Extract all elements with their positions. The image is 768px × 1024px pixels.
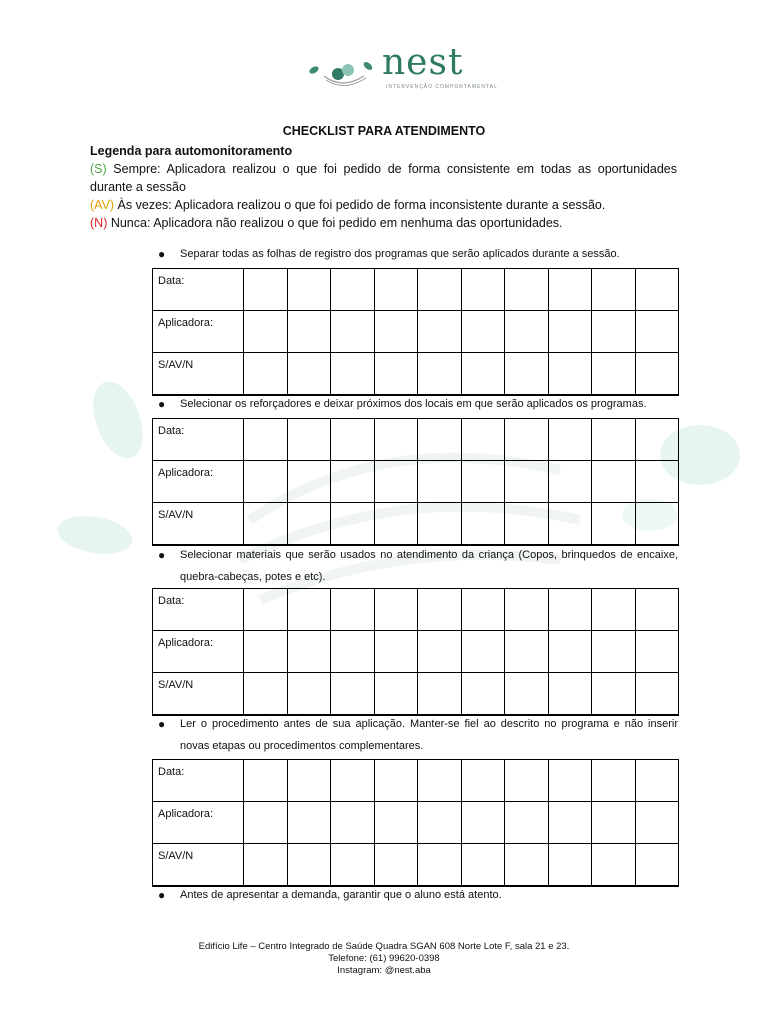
grid-cell[interactable] [374, 589, 418, 631]
grid-cell[interactable] [374, 419, 418, 461]
grid-cell[interactable] [548, 461, 592, 503]
grid-cell[interactable] [244, 673, 288, 716]
legend-heading: Legenda para automonitoramento [90, 144, 293, 158]
grid-cell[interactable] [244, 589, 288, 631]
grid-row-aplicadora [153, 802, 679, 844]
grid-cell[interactable] [287, 844, 331, 887]
grid-cell[interactable] [548, 760, 592, 802]
checklist-item-text: Selecionar materiais que serão usados no atendimento da criança (Copos, brinquedos de encaixe, quebra-cabeças, potes e etc). [180, 549, 678, 583]
grid-label: S/AV/N [153, 673, 244, 716]
grid-cell[interactable] [287, 269, 331, 311]
grid-cell[interactable] [418, 353, 462, 396]
grid-cell[interactable] [592, 419, 636, 461]
footer [0, 941, 768, 977]
grid-cell[interactable] [505, 589, 549, 631]
grid-cell[interactable] [461, 589, 505, 631]
grid-cell[interactable] [548, 631, 592, 673]
checklist-item [158, 544, 678, 588]
checklist-grid [152, 418, 679, 546]
grid-cell[interactable] [287, 503, 331, 546]
grid-cell[interactable] [505, 461, 549, 503]
grid-cell[interactable] [461, 631, 505, 673]
grid-cell[interactable] [244, 461, 288, 503]
grid-cell[interactable] [244, 631, 288, 673]
grid-cell[interactable] [505, 760, 549, 802]
bullet-icon: ● [158, 247, 166, 261]
grid-cell[interactable] [592, 844, 636, 887]
legend-text-av: Às vezes: Aplicadora realizou o que foi pedido de forma inconsistente durante a sessão. [114, 198, 606, 212]
grid-cell[interactable] [244, 760, 288, 802]
grid-cell[interactable] [418, 589, 462, 631]
grid-cell[interactable] [635, 589, 679, 631]
grid-cell[interactable] [331, 589, 375, 631]
checklist-item-text: Antes de apresentar a demanda, garantir que o aluno está atento. [180, 889, 502, 901]
grid-cell[interactable] [287, 802, 331, 844]
grid-cell[interactable] [331, 311, 375, 353]
grid-cell[interactable] [418, 311, 462, 353]
grid-label: Data: [153, 269, 244, 311]
grid-label: Aplicadora: [153, 802, 244, 844]
grid-cell[interactable] [635, 760, 679, 802]
grid-row-aplicadora [153, 461, 679, 503]
grid-cell[interactable] [635, 461, 679, 503]
grid-label: Aplicadora: [153, 311, 244, 353]
grid-row-savn [153, 844, 679, 887]
grid-cell[interactable] [548, 673, 592, 716]
grid-row-data [153, 760, 679, 802]
grid-cell[interactable] [244, 503, 288, 546]
grid-cell[interactable] [374, 461, 418, 503]
grid-cell[interactable] [635, 269, 679, 311]
logo-subtitle: INTERVENÇÃO COMPORTAMENTAL [386, 84, 498, 90]
grid-cell[interactable] [244, 419, 288, 461]
grid-cell[interactable] [331, 269, 375, 311]
grid-cell[interactable] [418, 760, 462, 802]
grid-cell[interactable] [548, 353, 592, 396]
grid-label: Aplicadora: [153, 631, 244, 673]
grid-row-data [153, 419, 679, 461]
logo-wordmark: nest [382, 42, 464, 83]
grid-cell[interactable] [418, 419, 462, 461]
grid-cell[interactable] [461, 419, 505, 461]
grid-cell[interactable] [592, 631, 636, 673]
checklist-item [158, 713, 678, 757]
grid-cell[interactable] [505, 631, 549, 673]
grid-cell[interactable] [635, 353, 679, 396]
grid-cell[interactable] [461, 760, 505, 802]
grid-cell[interactable] [548, 419, 592, 461]
grid-cell[interactable] [592, 461, 636, 503]
grid-cell[interactable] [287, 353, 331, 396]
grid-cell[interactable] [548, 311, 592, 353]
grid-cell[interactable] [331, 844, 375, 887]
grid-cell[interactable] [244, 802, 288, 844]
grid-cell[interactable] [635, 503, 679, 546]
checklist-item-text: Ler o procedimento antes de sua aplicação. Manter-se fiel ao descrito no programa e não inserir novas etapas ou procedimentos complementares. [180, 718, 678, 752]
grid-cell[interactable] [461, 269, 505, 311]
grid-cell[interactable] [374, 269, 418, 311]
footer-phone: Telefone: (61) 99620-0398 [328, 953, 440, 964]
grid-cell[interactable] [592, 802, 636, 844]
grid-label: Data: [153, 760, 244, 802]
nest-logo-icon [302, 48, 382, 98]
checklist-item [158, 393, 678, 415]
legend-text-s: Sempre: Aplicadora realizou o que foi pedido de forma consistente em todas as oportunidades durante a sessão [90, 162, 677, 194]
grid-cell[interactable] [418, 461, 462, 503]
grid-label: Aplicadora: [153, 461, 244, 503]
grid-cell[interactable] [374, 311, 418, 353]
bullet-icon: ● [158, 888, 166, 902]
grid-label: S/AV/N [153, 353, 244, 396]
checklist-grid [152, 588, 679, 716]
grid-cell[interactable] [461, 844, 505, 887]
grid-row-data [153, 269, 679, 311]
grid-cell[interactable] [548, 503, 592, 546]
grid-row-data [153, 589, 679, 631]
grid-cell[interactable] [461, 311, 505, 353]
grid-cell[interactable] [418, 503, 462, 546]
grid-cell[interactable] [461, 353, 505, 396]
legend-text-n: Nunca: Aplicadora não realizou o que foi pedido em nenhuma das oportunidades. [107, 216, 563, 230]
bullet-icon: ● [158, 548, 166, 562]
bullet-icon: ● [158, 717, 166, 731]
grid-cell[interactable] [331, 802, 375, 844]
bullet-icon: ● [158, 397, 166, 411]
footer-instagram: Instagram: @nest.aba [337, 965, 431, 976]
grid-cell[interactable] [418, 631, 462, 673]
grid-cell[interactable] [548, 589, 592, 631]
grid-cell[interactable] [505, 844, 549, 887]
grid-label: Data: [153, 419, 244, 461]
grid-cell[interactable] [635, 311, 679, 353]
grid-cell[interactable] [548, 802, 592, 844]
checklist-grid [152, 268, 679, 396]
grid-cell[interactable] [635, 673, 679, 716]
grid-cell[interactable] [505, 311, 549, 353]
grid-label: Data: [153, 589, 244, 631]
grid-cell[interactable] [374, 802, 418, 844]
page-title: CHECKLIST PARA ATENDIMENTO [282, 124, 486, 138]
grid-cell[interactable] [635, 802, 679, 844]
legend-code-n: (N) [90, 216, 108, 230]
grid-cell[interactable] [287, 419, 331, 461]
grid-cell[interactable] [287, 461, 331, 503]
grid-label: S/AV/N [153, 844, 244, 887]
grid-cell[interactable] [287, 311, 331, 353]
legend-code-s: (S) [90, 162, 107, 176]
legend-nunca [90, 214, 677, 232]
checklist-item [158, 243, 678, 265]
grid-cell[interactable] [287, 673, 331, 716]
grid-cell[interactable] [592, 311, 636, 353]
grid-cell[interactable] [331, 461, 375, 503]
grid-cell[interactable] [592, 589, 636, 631]
grid-cell[interactable] [374, 673, 418, 716]
nest-logo [302, 42, 498, 98]
grid-cell[interactable] [418, 673, 462, 716]
grid-cell[interactable] [374, 760, 418, 802]
grid-cell[interactable] [244, 311, 288, 353]
grid-cell[interactable] [418, 269, 462, 311]
checklist-item-text: Separar todas as folhas de registro dos programas que serão aplicados durante a sessão. [180, 248, 620, 260]
legend-as-vezes [90, 196, 677, 214]
grid-cell[interactable] [635, 419, 679, 461]
checklist-item [158, 884, 678, 906]
grid-cell[interactable] [331, 419, 375, 461]
grid-cell[interactable] [287, 589, 331, 631]
checklist-item-text: Selecionar os reforçadores e deixar próximos dos locais em que serão aplicados os programas. [180, 398, 647, 410]
grid-cell[interactable] [461, 461, 505, 503]
grid-row-savn [153, 353, 679, 396]
legend-code-av: (AV) [90, 198, 115, 212]
grid-cell[interactable] [461, 673, 505, 716]
grid-cell[interactable] [244, 353, 288, 396]
legend [90, 142, 677, 232]
grid-cell[interactable] [374, 353, 418, 396]
grid-cell[interactable] [374, 631, 418, 673]
grid-cell[interactable] [331, 503, 375, 546]
grid-cell[interactable] [505, 419, 549, 461]
grid-cell[interactable] [244, 844, 288, 887]
grid-row-savn [153, 503, 679, 546]
grid-cell[interactable] [287, 760, 331, 802]
grid-cell[interactable] [548, 844, 592, 887]
grid-cell[interactable] [592, 760, 636, 802]
grid-cell[interactable] [461, 503, 505, 546]
grid-cell[interactable] [331, 353, 375, 396]
grid-cell[interactable] [505, 802, 549, 844]
grid-cell[interactable] [635, 844, 679, 887]
legend-sempre [90, 160, 677, 196]
grid-cell[interactable] [287, 631, 331, 673]
grid-row-savn [153, 673, 679, 716]
grid-cell[interactable] [635, 631, 679, 673]
grid-cell[interactable] [505, 673, 549, 716]
grid-label: S/AV/N [153, 503, 244, 546]
grid-row-aplicadora [153, 311, 679, 353]
grid-cell[interactable] [418, 844, 462, 887]
grid-cell[interactable] [331, 760, 375, 802]
grid-cell[interactable] [548, 269, 592, 311]
grid-cell[interactable] [244, 269, 288, 311]
grid-cell[interactable] [505, 503, 549, 546]
grid-cell[interactable] [374, 503, 418, 546]
grid-cell[interactable] [418, 802, 462, 844]
checklist-grid [152, 759, 679, 887]
grid-cell[interactable] [592, 673, 636, 716]
grid-cell[interactable] [505, 353, 549, 396]
grid-cell[interactable] [505, 269, 549, 311]
grid-row-aplicadora [153, 631, 679, 673]
grid-cell[interactable] [331, 673, 375, 716]
footer-address: Edifício Life – Centro Integrado de Saúde Quadra SGAN 608 Norte Lote F, sala 21 e 23. [198, 941, 570, 952]
grid-cell[interactable] [592, 353, 636, 396]
grid-cell[interactable] [331, 631, 375, 673]
grid-cell[interactable] [592, 269, 636, 311]
grid-cell[interactable] [592, 503, 636, 546]
grid-cell[interactable] [461, 802, 505, 844]
grid-cell[interactable] [374, 844, 418, 887]
